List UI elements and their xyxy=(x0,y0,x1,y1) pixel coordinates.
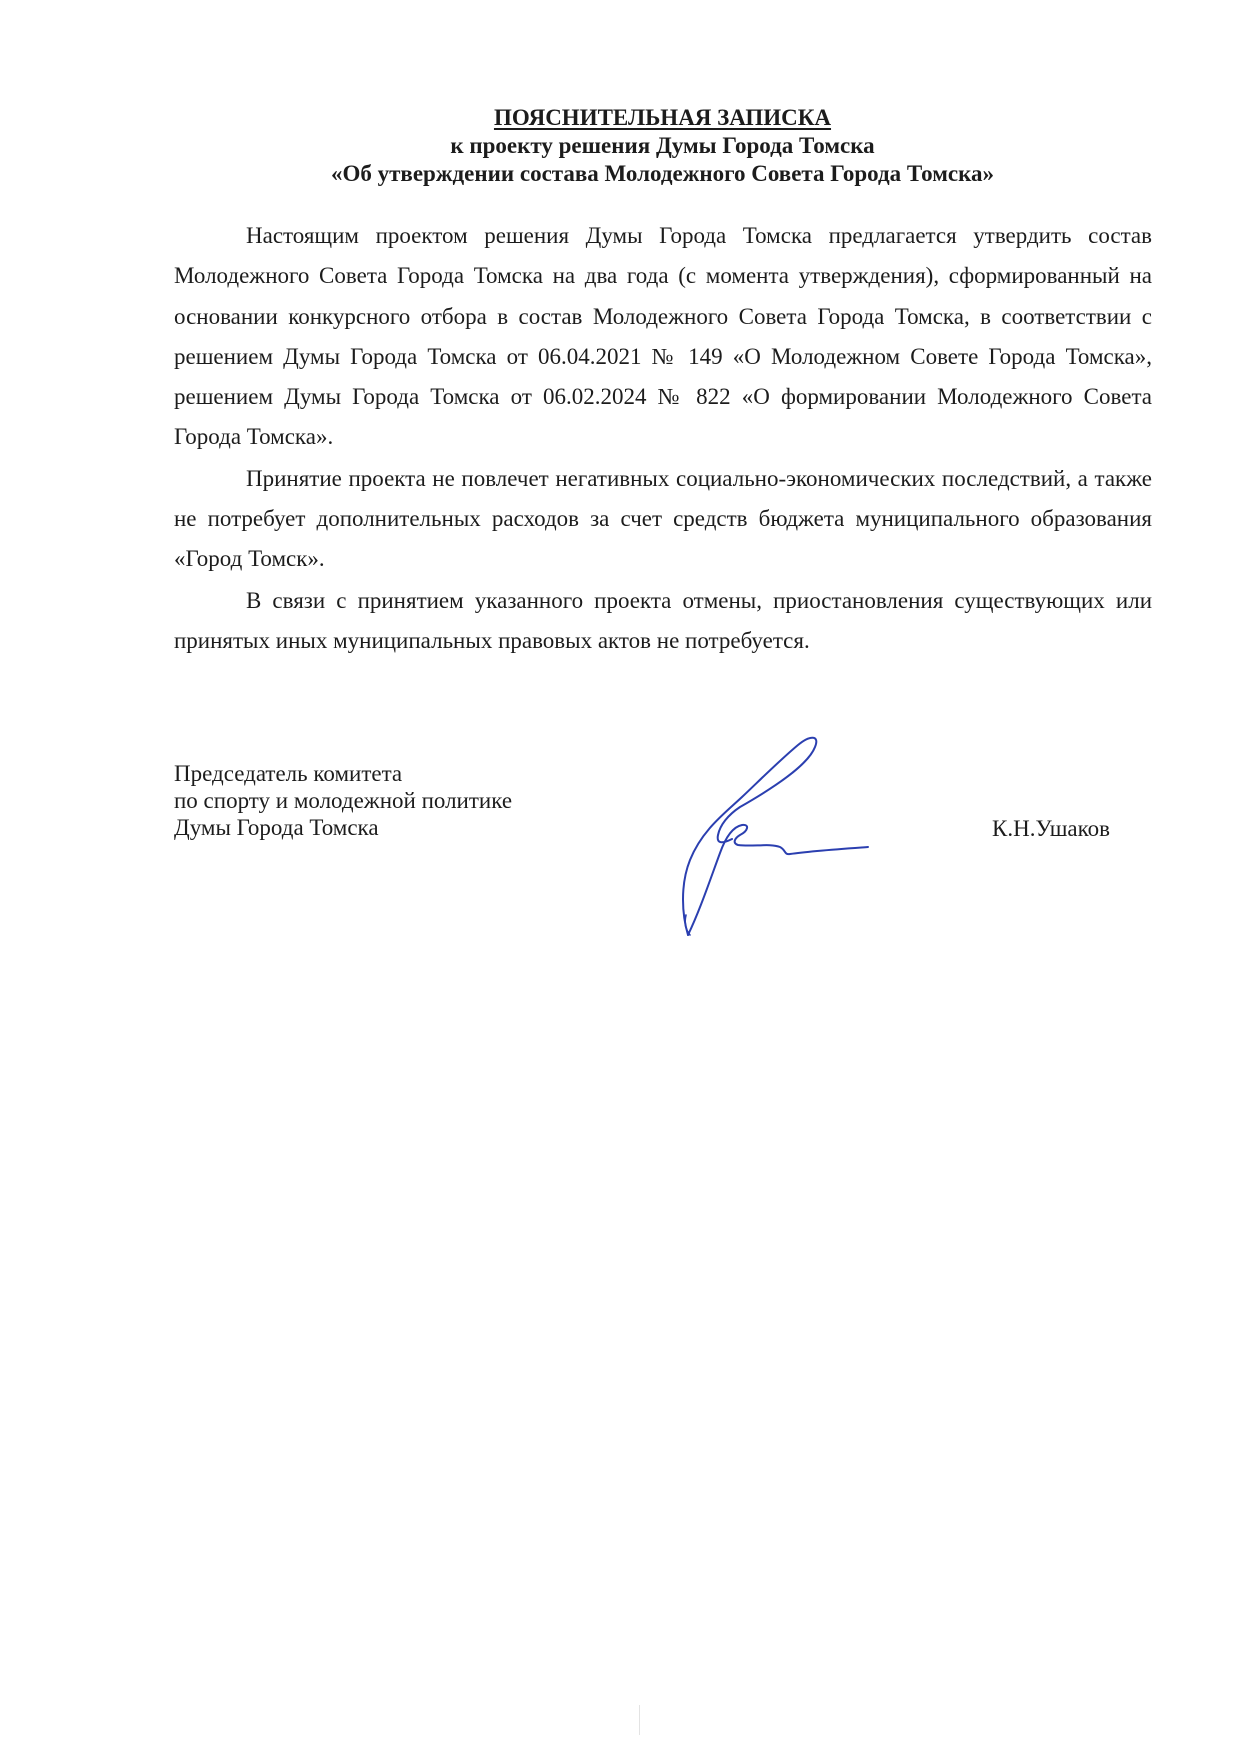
signature-stroke xyxy=(683,738,816,935)
signatory-position xyxy=(174,760,512,841)
scan-artifact-line xyxy=(639,1705,640,1735)
body-paragraph-3: В связи с принятием указанного проекта отмены, приостановления существующих или принятых иных муниципальных правовых актов не потребуется. xyxy=(174,587,1152,653)
signatory-position-line-3: Думы Города Томска xyxy=(174,815,379,840)
signature-stroke xyxy=(688,825,868,935)
document-header xyxy=(175,104,1150,188)
signatory-position-line-1: Председатель комитета xyxy=(174,761,403,786)
signatory-position-line-2: по спорту и молодежной политике xyxy=(174,788,513,813)
document-subtitle-line-2: «Об утверждении состава Молодежного Совета Города Томска» xyxy=(330,161,995,186)
document-subtitle-line-1: к проекту решения Думы Города Томска xyxy=(450,133,875,158)
body-paragraph-1: Настоящим проектом решения Думы Города Томска предлагается утвердить состав Молодежного Совета Города Томска на два года (с момента утверждения), сформированный на основании конкурсного отбора в состав Молодежного Совета Города Томска, в соответствии с решением Думы Города Томска от 06.04.2021 № 149 «О Молодежном Совете Города Томска», решением Думы Города Томска от 06.02.2024 № 822 «О формировании Молодежного Совета Города Томска». xyxy=(174,223,1152,450)
document-body xyxy=(174,216,1152,662)
body-paragraph-2: Принятие проекта не повлечет негативных социально-экономических последствий, а также не потребует дополнительных расходов за счет средств бюджета муниципального образования «Город Томск». xyxy=(174,465,1152,572)
document-title: ПОЯСНИТЕЛЬНАЯ ЗАПИСКА xyxy=(493,105,832,130)
signatory-name: К.Н.Ушаков xyxy=(992,816,1110,841)
handwritten-signature xyxy=(680,735,880,945)
